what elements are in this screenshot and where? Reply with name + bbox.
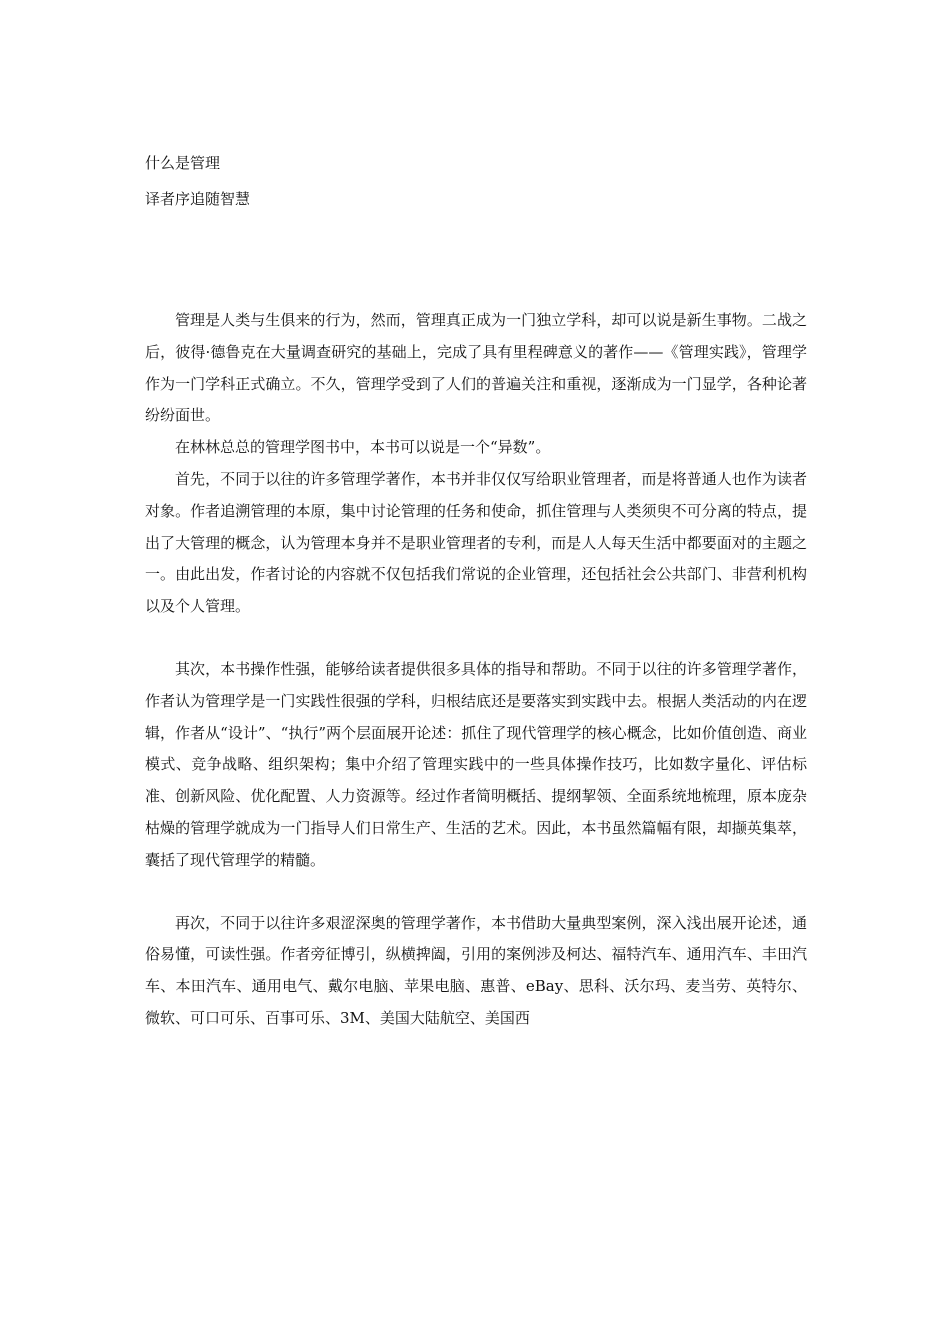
document-title: 什么是管理 bbox=[145, 154, 221, 172]
document-body bbox=[145, 305, 807, 1035]
document-subtitle: 译者序追随智慧 bbox=[145, 190, 251, 208]
document-page bbox=[145, 150, 807, 1035]
paragraph-second-point: 其次，本书操作性强，能够给读者提供很多具体的指导和帮助。不同于以往的许多管理学著作，作者认为管理学是一门实践性很强的学科，归根结底还是要落实到实践中去。根据人类活动的内在逻辑，作者从“设计”、“执行”两个层面展开论述：抓住了现代管理学的核心概念，比如价值创造、商业模式、竞争战略、组织架构；集中介绍了管理实践中的一些具体操作技巧，比如数字量化、评估标准、创新风险、优化配置、人力资源等。经过作者简明概括、提纲挈领、全面系统地梳理，原本庞杂枯燥的管理学就成为一门指导人们日常生产、生活的艺术。因此，本书虽然篇幅有限，却撷英集萃，囊括了现代管理学的精髓。 bbox=[145, 659, 807, 869]
paragraph-intro: 管理是人类与生俱来的行为，然而，管理真正成为一门独立学科，却可以说是新生事物。二战之后，彼得·德鲁克在大量调查研究的基础上，完成了具有里程碑意义的著作——《管理实践》，管理学作为一门学科正式确立。不久，管理学受到了人们的普遍关注和重视，逐渐成为一门显学，各种论著纷纷面世。 bbox=[145, 311, 807, 425]
paragraph-third-point: 再次，不同于以往许多艰涩深奥的管理学著作，本书借助大量典型案例，深入浅出展开论述，通俗易懂，可读性强。作者旁征博引，纵横捭阖，引用的案例涉及柯达、福特汽车、通用汽车、丰田汽车、本田汽车、通用电气、戴尔电脑、苹果电脑、惠普、eBay、思科、沃尔玛、麦当劳、英特尔、微软、可口可乐、百事可乐、3M、美国大陆航空、美国西 bbox=[145, 913, 807, 1027]
paragraph-first-point: 首先，不同于以往的许多管理学著作，本书并非仅仅写给职业管理者，而是将普通人也作为读者对象。作者追溯管理的本原，集中讨论管理的任务和使命，抓住管理与人类须臾不可分离的特点，提出了大管理的概念，认为管理本身并不是职业管理者的专利，而是人人每天生活中都要面对的主题之一。由此出发，作者讨论的内容就不仅包括我们常说的企业管理，还包括社会公共部门、非营利机构以及个人管理。 bbox=[145, 469, 807, 616]
paragraph-unique: 在林林总总的管理学图书中，本书可以说是一个“异数”。 bbox=[175, 438, 551, 457]
